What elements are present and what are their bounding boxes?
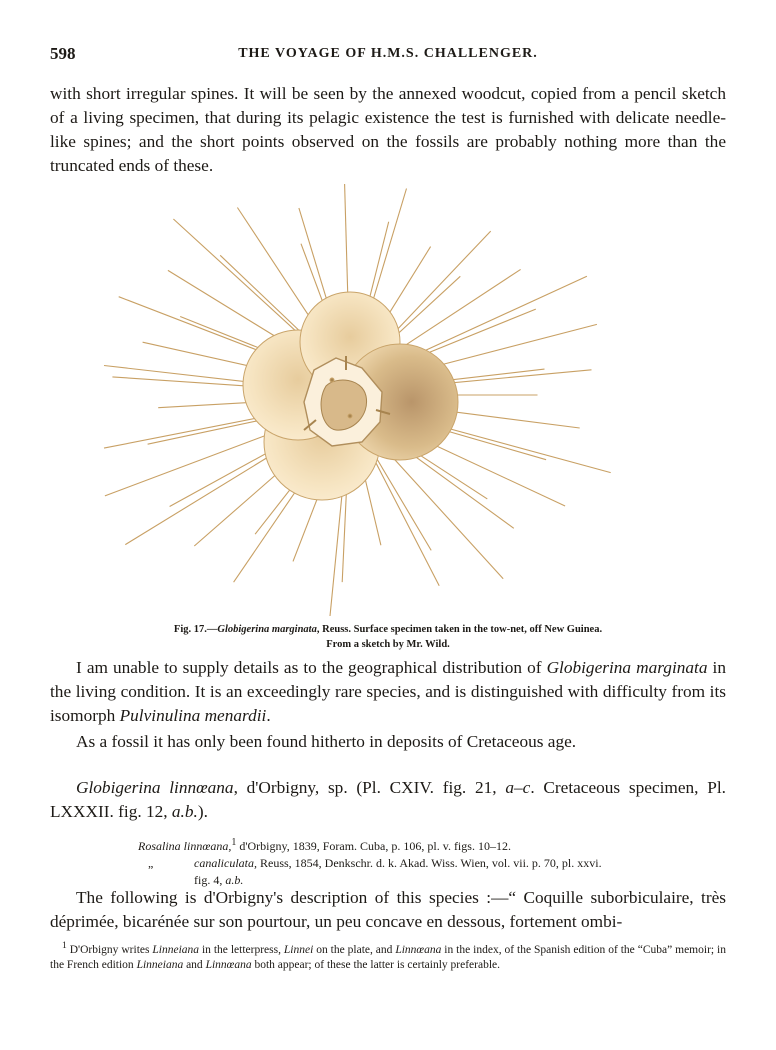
synonym-name: canaliculata,: [194, 856, 257, 870]
species-author: , d'Orbigny, sp. (Pl. CXIV. fig. 21,: [233, 778, 506, 797]
spine: [370, 452, 439, 586]
footnote-marker: 1: [231, 837, 237, 848]
species-figs: a–c: [505, 778, 531, 797]
species-figs2: a.b.: [171, 802, 198, 821]
footnote-number: 1: [62, 940, 67, 951]
page-number: 598: [50, 44, 76, 63]
spine: [173, 219, 313, 347]
synonymy-list: [138, 834, 738, 889]
distribution-text-e: .: [266, 706, 271, 725]
distribution-text-a: I am unable to supply details as to the geographical distribution of: [76, 658, 547, 677]
synonym-line: [138, 834, 738, 855]
fn-i2: Linnei: [283, 943, 314, 956]
fn-t3: on the plate, and: [313, 943, 396, 956]
fn-i3: Linnœana: [395, 943, 442, 956]
spine: [372, 451, 431, 551]
fn-t6: both appear; of these the latter is certainly preferable.: [251, 958, 500, 971]
species-globigerina-marginata: Globigerina marginata: [546, 658, 708, 677]
page-header: [50, 44, 726, 66]
species-end: ).: [197, 802, 208, 821]
paragraph-description: The following is d'Orbigny's description of this species :—“ Coquille suborbiculaire, très déprimée, bicarénée sur son pourtour, un peu concave en dessous, fortement ombi-: [50, 888, 726, 931]
fn-i5: Linnœana: [205, 958, 252, 971]
figure-label: Fig. 17.—: [173, 624, 218, 635]
figure-caption: [50, 622, 726, 652]
figure-caption-line2: From a sketch by Mr. Wild.: [326, 639, 450, 650]
running-title: THE VOYAGE OF H.M.S. CHALLENGER.: [238, 46, 538, 61]
globigerina-illustration: [100, 180, 660, 620]
species-rest: . Cretaceous specimen, Pl. LXXXII. fig. 12,: [50, 778, 726, 821]
synonym-line: [138, 855, 738, 872]
synonym-fig: a.b.: [225, 873, 244, 887]
paragraph-distribution: [50, 656, 726, 728]
fn-t1: D'Orbigny writes: [66, 943, 153, 956]
spine: [400, 276, 587, 362]
fn-t5: and: [183, 958, 206, 971]
spine: [382, 446, 503, 579]
figure-species: Globigerina marginata: [217, 624, 317, 635]
species-heading: [50, 776, 726, 824]
species-name: Globigerina linnœana: [76, 778, 234, 797]
ditto-mark: „: [148, 856, 154, 870]
synonym-name: Rosalina linnœana,: [138, 839, 232, 853]
fn-t2: in the letterpress,: [199, 943, 284, 956]
synonym-ref: d'Orbigny, 1839, Foram. Cuba, p. 106, pl. v. figs. 10–12.: [236, 839, 511, 853]
synonym-ref: Reuss, 1854, Denkschr. d. k. Akad. Wiss. Wien, vol. vii. p. 70, pl. xxvi.: [257, 856, 602, 870]
footnote: [50, 938, 726, 973]
figure-caption-rest: , Reuss. Surface specimen taken in the tow-net, off New Guinea.: [316, 624, 603, 635]
synonym-ref: fig. 4,: [194, 873, 226, 887]
paragraph-fossil: As a fossil it has only been found hitherto in deposits of Cretaceous age.: [76, 732, 577, 751]
fn-i4: Linneiana: [136, 958, 184, 971]
species-pulvinulina-menardii: Pulvinulina menardii: [119, 706, 267, 725]
paragraph-spines: with short irregular spines. It will be seen by the annexed woodcut, copied from a pencil sketch of a living specimen, that during its pelagic existence the test is furnished with delicate needle-like spines; and the short points observed on the fossils are probably nothing more than the truncated ends of these.: [50, 84, 726, 175]
distribution-text-c: in the living condition. It is an exceedingly rare species, and is distinguished with difficulty from its isomorph: [50, 658, 726, 725]
test-shell: [243, 292, 458, 500]
fn-t4: in the index, of the Spanish edition of the “Cuba” memoir; in the French edition: [50, 943, 726, 971]
fn-i1: Linneiana: [152, 943, 200, 956]
